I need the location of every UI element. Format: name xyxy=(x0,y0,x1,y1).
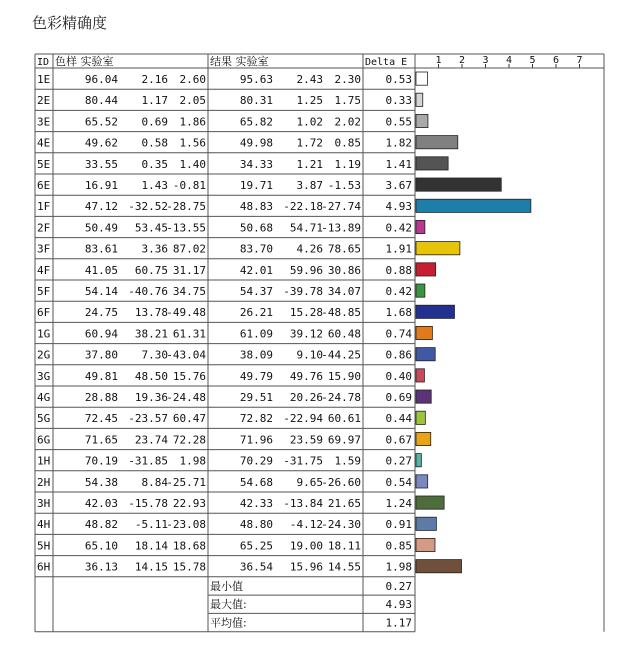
sample-lab-value: 54.38 xyxy=(84,475,118,489)
axis-tick-label: 4 xyxy=(505,55,513,66)
result-lab-value: 60.48 xyxy=(327,327,361,341)
delta-e-bar xyxy=(416,199,531,212)
sample-lab-value: -31.85 xyxy=(128,454,168,468)
result-lab-value: 34.07 xyxy=(327,285,361,298)
result-lab-value: 70.29 xyxy=(239,454,273,468)
result-lab-value: 1.59 xyxy=(334,454,361,468)
sample-lab-value: 42.03 xyxy=(84,497,118,510)
sample-lab-value: 37.80 xyxy=(84,348,118,362)
sample-lab-value: 54.14 xyxy=(84,285,118,298)
delta-e-value: 0.88 xyxy=(385,263,412,277)
result-lab-value: -26.60 xyxy=(321,475,361,489)
sample-lab-value: -13.55 xyxy=(166,221,206,235)
result-lab-value: 78.65 xyxy=(327,242,361,256)
result-lab-value: 9.65 xyxy=(296,475,323,489)
row-id: 6F xyxy=(37,306,51,320)
sample-lab-value: 1.98 xyxy=(179,454,206,468)
result-lab-value: -1.53 xyxy=(327,179,361,192)
result-lab-value: -24.78 xyxy=(321,391,361,404)
result-lab-value: -48.85 xyxy=(321,306,361,320)
result-lab-value: 65.82 xyxy=(239,115,273,129)
delta-e-value: 0.69 xyxy=(385,391,412,404)
sample-lab-value: -5.11 xyxy=(134,518,168,532)
result-lab-value: 48.83 xyxy=(239,200,273,214)
result-lab-value: 26.21 xyxy=(239,306,273,320)
result-lab-value: 0.85 xyxy=(334,136,361,150)
delta-e-bar xyxy=(416,93,423,106)
delta-e-bar xyxy=(416,220,425,233)
row-id: 1H xyxy=(37,454,51,468)
sample-lab-value: 3.36 xyxy=(141,242,168,256)
result-lab-value: -44.25 xyxy=(321,348,361,362)
sample-lab-value: 38.21 xyxy=(134,327,168,341)
result-lab-value: 2.02 xyxy=(334,115,361,129)
row-id: 5E xyxy=(37,157,51,171)
result-lab-value: -22.94 xyxy=(283,412,323,426)
result-lab-value: 36.54 xyxy=(239,560,273,574)
sample-lab-value: -25.71 xyxy=(166,475,206,489)
delta-e-value: 0.40 xyxy=(385,369,412,383)
result-lab-value: -13.84 xyxy=(283,497,323,510)
row-id: 2H xyxy=(37,475,51,489)
result-lab-value: 19.71 xyxy=(239,179,273,192)
sample-lab-value: 1.17 xyxy=(141,94,168,108)
delta-e-bar xyxy=(416,390,431,403)
result-lab-value: 20.26 xyxy=(289,391,323,404)
result-lab-value: 49.76 xyxy=(289,369,323,383)
result-lab-value: 60.61 xyxy=(327,412,361,426)
delta-e-value: 4.93 xyxy=(385,200,412,214)
row-id: 4G xyxy=(37,391,51,404)
sample-lab-value: 28.88 xyxy=(84,391,118,404)
sample-lab-value: -15.78 xyxy=(128,497,168,510)
sample-lab-value: 48.82 xyxy=(84,518,118,532)
result-lab-value: 1.02 xyxy=(296,115,323,129)
sample-lab-value: 33.55 xyxy=(84,157,118,171)
result-lab-value: 1.19 xyxy=(334,157,361,171)
result-lab-value: 50.68 xyxy=(239,221,273,235)
sample-lab-value: 61.31 xyxy=(172,327,206,341)
sample-lab-value: -49.48 xyxy=(166,306,206,320)
result-lab-value: 71.96 xyxy=(239,433,273,447)
delta-e-bar xyxy=(416,284,425,297)
sample-lab-value: 2.05 xyxy=(179,94,206,108)
sample-lab-value: 18.14 xyxy=(134,539,168,553)
sample-lab-value: -28.75 xyxy=(166,200,206,214)
sample-lab-value: 96.04 xyxy=(84,73,118,86)
delta-e-bar xyxy=(416,242,460,255)
result-lab-value: -27.74 xyxy=(321,200,361,214)
result-lab-value: 18.11 xyxy=(327,539,361,553)
summary-value: 0.27 xyxy=(385,579,412,593)
sample-lab-value: 14.15 xyxy=(134,560,168,574)
sample-lab-value: 15.78 xyxy=(172,560,206,574)
header-sample: 色样 实验室 xyxy=(55,55,114,68)
sample-lab-value: -23.08 xyxy=(166,518,206,532)
sample-lab-value: 48.50 xyxy=(134,369,168,383)
delta-e-value: 1.68 xyxy=(385,306,412,320)
delta-e-value: 0.42 xyxy=(385,221,412,235)
result-lab-value: 65.25 xyxy=(239,539,273,553)
result-lab-value: -13.89 xyxy=(321,221,361,235)
axis-tick-label: 1 xyxy=(435,55,442,66)
result-lab-value: 48.80 xyxy=(239,518,273,532)
sample-lab-value: -24.48 xyxy=(166,391,206,404)
sample-lab-value: 8.84 xyxy=(141,475,168,489)
row-id: 5G xyxy=(37,412,51,426)
sample-lab-value: 13.78 xyxy=(134,306,168,320)
delta-e-bar xyxy=(416,517,436,530)
row-id: 6E xyxy=(37,179,51,192)
page-title: 色彩精确度 xyxy=(32,14,108,32)
result-lab-value: 83.70 xyxy=(239,242,273,256)
sample-lab-value: 31.17 xyxy=(172,263,206,277)
row-id: 3G xyxy=(37,369,51,383)
row-id: 5H xyxy=(37,539,51,553)
axis-tick-label: 6 xyxy=(552,55,560,66)
axis-tick-label: 7 xyxy=(576,55,583,66)
delta-e-bar xyxy=(416,326,432,339)
sample-lab-value: -0.81 xyxy=(172,179,206,192)
sample-lab-value: 47.12 xyxy=(84,200,118,214)
row-id: 1E xyxy=(37,73,51,86)
row-id: 6H xyxy=(37,560,51,574)
delta-e-value: 0.55 xyxy=(385,115,412,129)
sample-lab-value: 87.02 xyxy=(172,242,206,256)
result-lab-value: -22.18 xyxy=(283,200,323,214)
delta-e-value: 1.82 xyxy=(385,136,412,150)
summary-value: 1.17 xyxy=(385,616,412,630)
delta-e-bar xyxy=(416,560,462,573)
summary-value: 4.93 xyxy=(385,598,412,612)
result-lab-value: 2.43 xyxy=(296,73,323,86)
delta-e-bar xyxy=(416,538,435,551)
result-lab-value: 49.98 xyxy=(239,136,273,150)
delta-e-bar xyxy=(416,157,448,170)
result-lab-value: 15.28 xyxy=(289,306,323,320)
delta-e-value: 1.41 xyxy=(385,157,412,171)
summary-label: 最大值: xyxy=(210,598,247,612)
sample-lab-value: -40.76 xyxy=(128,285,168,298)
row-id: 3H xyxy=(37,497,51,510)
axis-tick-label: 3 xyxy=(482,55,489,66)
sample-lab-value: 1.56 xyxy=(179,136,206,150)
sample-lab-value: 71.65 xyxy=(84,433,118,447)
delta-e-bar xyxy=(416,475,428,488)
delta-e-value: 0.42 xyxy=(385,285,412,298)
sample-lab-value: 60.94 xyxy=(84,327,118,341)
row-id: 4F xyxy=(37,263,51,277)
result-lab-value: 9.10 xyxy=(296,348,323,362)
row-id: 6G xyxy=(37,433,51,447)
result-lab-value: 3.87 xyxy=(296,179,323,192)
sample-lab-value: 2.60 xyxy=(179,73,206,86)
sample-lab-value: 60.75 xyxy=(134,263,168,277)
delta-e-value: 0.86 xyxy=(385,348,412,362)
sample-lab-value: 1.43 xyxy=(141,179,168,192)
sample-lab-value: 22.93 xyxy=(172,497,206,510)
row-id: 3E xyxy=(37,115,51,129)
sample-lab-value: 72.45 xyxy=(84,412,118,426)
delta-e-value: 1.91 xyxy=(385,242,412,256)
result-lab-value: 34.33 xyxy=(239,157,273,171)
result-lab-value: 2.30 xyxy=(334,73,361,86)
sample-lab-value: 23.74 xyxy=(134,433,168,447)
sample-lab-value: 80.44 xyxy=(84,94,118,108)
sample-lab-value: 0.35 xyxy=(141,157,168,171)
result-lab-value: 72.82 xyxy=(239,412,273,426)
header-delta-e: Delta E xyxy=(365,57,408,68)
delta-e-value: 0.53 xyxy=(385,73,412,86)
result-lab-value: 30.86 xyxy=(327,263,361,277)
result-lab-value: 4.26 xyxy=(296,242,323,256)
result-lab-value: 42.33 xyxy=(239,497,273,510)
header-result: 结果 实验室 xyxy=(210,55,269,68)
result-lab-value: 80.31 xyxy=(239,94,273,108)
result-lab-value: 59.96 xyxy=(289,263,323,277)
sample-lab-value: 36.13 xyxy=(84,560,118,574)
delta-e-value: 0.33 xyxy=(385,94,412,108)
delta-e-bar xyxy=(416,305,454,318)
sample-lab-value: 7.30 xyxy=(141,348,168,362)
row-id: 4E xyxy=(37,136,51,150)
result-lab-value: 29.51 xyxy=(239,391,273,404)
delta-e-bar xyxy=(416,114,428,127)
result-lab-value: 14.55 xyxy=(327,560,361,574)
result-lab-value: 38.09 xyxy=(239,348,273,362)
result-lab-value: -24.30 xyxy=(321,518,361,532)
delta-e-bar xyxy=(416,136,458,149)
sample-lab-value: 0.69 xyxy=(141,115,168,129)
sample-lab-value: 0.58 xyxy=(141,136,168,150)
delta-e-bar xyxy=(416,348,435,361)
row-id: 2G xyxy=(37,348,51,362)
axis-tick-label: 2 xyxy=(458,55,466,66)
sample-lab-value: 50.49 xyxy=(84,221,118,235)
sample-lab-value: 2.16 xyxy=(141,73,168,86)
row-id: 4H xyxy=(37,518,51,532)
result-lab-value: -4.12 xyxy=(289,518,323,532)
result-lab-value: 1.25 xyxy=(296,94,323,108)
delta-e-bar xyxy=(416,178,501,191)
sample-lab-value: 49.81 xyxy=(84,369,118,383)
sample-lab-value: 34.75 xyxy=(172,285,206,298)
result-lab-value: 15.90 xyxy=(327,369,361,383)
delta-e-bar xyxy=(416,369,424,382)
result-lab-value: 19.00 xyxy=(289,539,323,553)
result-lab-value: 15.96 xyxy=(289,560,323,574)
sample-lab-value: -43.04 xyxy=(166,348,206,362)
delta-e-value: 0.74 xyxy=(385,327,412,341)
sample-lab-value: 65.52 xyxy=(84,115,118,129)
sample-lab-value: 1.40 xyxy=(179,157,206,171)
delta-e-value: 0.27 xyxy=(385,454,412,468)
delta-e-value: 1.24 xyxy=(385,497,412,510)
axis-tick-label: 5 xyxy=(529,55,536,66)
sample-lab-value: 41.05 xyxy=(84,263,118,277)
summary-label: 最小值 xyxy=(210,579,243,593)
sample-lab-value: 83.61 xyxy=(84,242,118,256)
result-lab-value: 1.21 xyxy=(296,157,323,171)
result-lab-value: 42.01 xyxy=(239,263,273,277)
sample-lab-value: 24.75 xyxy=(84,306,118,320)
result-lab-value: 95.63 xyxy=(239,73,273,86)
sample-lab-value: 72.28 xyxy=(172,433,206,447)
delta-e-value: 0.67 xyxy=(385,433,412,447)
delta-e-bar xyxy=(416,72,427,85)
delta-e-bar xyxy=(416,263,436,276)
sample-lab-value: 19.36 xyxy=(134,391,168,404)
result-lab-value: -31.75 xyxy=(283,454,323,468)
sample-lab-value: 60.47 xyxy=(172,412,206,426)
result-lab-value: 49.79 xyxy=(239,369,273,383)
result-lab-value: 61.09 xyxy=(239,327,273,341)
result-lab-value: 1.75 xyxy=(334,94,361,108)
sample-lab-value: 70.19 xyxy=(84,454,118,468)
sample-lab-value: 15.76 xyxy=(172,369,206,383)
sample-lab-value: -32.52 xyxy=(128,200,168,214)
row-id: 1G xyxy=(37,327,51,341)
result-lab-value: 23.59 xyxy=(289,433,323,447)
delta-e-bar xyxy=(416,454,421,467)
sample-lab-value: 49.62 xyxy=(84,136,118,150)
sample-lab-value: -23.57 xyxy=(128,412,168,426)
delta-e-value: 0.85 xyxy=(385,539,412,553)
result-lab-value: 54.68 xyxy=(239,475,273,489)
delta-e-bar xyxy=(416,411,425,424)
result-lab-value: 54.71 xyxy=(289,221,323,235)
sample-lab-value: 53.45 xyxy=(134,221,168,235)
delta-e-value: 0.54 xyxy=(385,475,412,489)
header-id: ID xyxy=(37,57,50,68)
delta-e-value: 0.91 xyxy=(385,518,412,532)
row-id: 2E xyxy=(37,94,51,108)
summary-label: 平均值: xyxy=(210,616,247,630)
result-lab-value: 1.72 xyxy=(296,136,323,150)
row-id: 3F xyxy=(37,242,51,256)
row-id: 5F xyxy=(37,285,51,298)
result-lab-value: 54.37 xyxy=(239,285,273,298)
delta-e-value: 0.44 xyxy=(385,412,412,426)
delta-e-bar xyxy=(416,432,431,445)
delta-e-bar xyxy=(416,496,444,509)
result-lab-value: 69.97 xyxy=(327,433,361,447)
sample-lab-value: 16.91 xyxy=(84,179,118,192)
result-lab-value: 39.12 xyxy=(289,327,323,341)
row-id: 2F xyxy=(37,221,51,235)
sample-lab-value: 1.86 xyxy=(179,115,206,129)
row-id: 1F xyxy=(37,200,51,214)
sample-lab-value: 18.68 xyxy=(172,539,206,553)
delta-e-value: 1.98 xyxy=(385,560,412,574)
sample-lab-value: 65.10 xyxy=(84,539,118,553)
result-lab-value: 21.65 xyxy=(327,497,361,510)
result-lab-value: -39.78 xyxy=(283,285,323,298)
delta-e-value: 3.67 xyxy=(385,179,412,192)
